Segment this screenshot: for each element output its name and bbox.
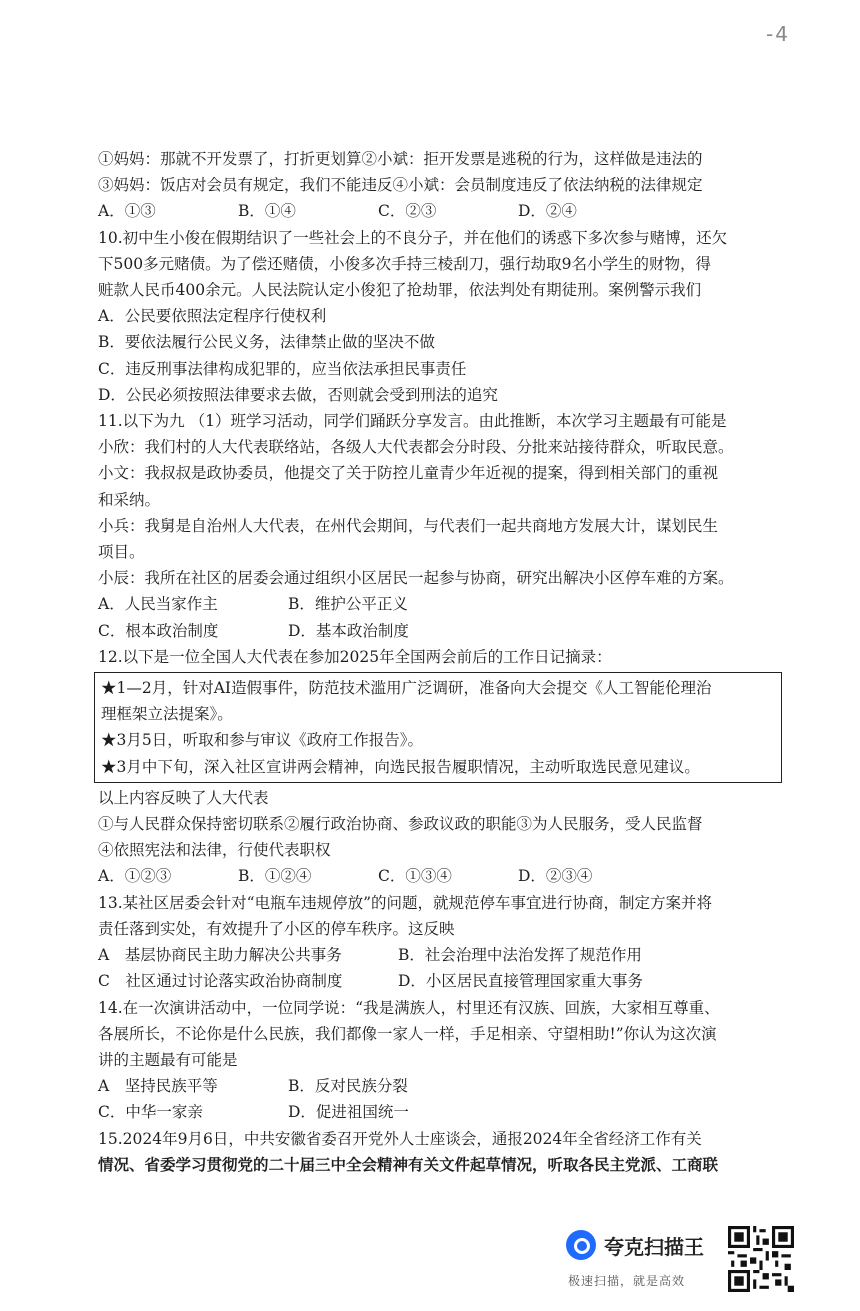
q11-options-row <box>98 618 778 644</box>
option-d: D．小区居民直接管理国家重大事务 <box>398 972 643 991</box>
option-a: A．①③ <box>98 202 156 221</box>
qr-code-icon <box>728 1226 794 1292</box>
q11-statement: 小欣：我们村的人大代表联络站，各级人大代表都会分时段、分批来站接待群众，听取民意。 <box>98 438 734 457</box>
option-a: A 基层协商民主助力解决公共事务 <box>98 946 342 965</box>
q13-options-row <box>98 942 778 968</box>
q11-stem: 11.以下为九 （1）班学习活动，同学们踊跃分享发言。由此推断，本次学习主题最有可能是 <box>98 412 727 431</box>
corner-mark: -4 <box>766 22 790 46</box>
option-b: B．①④ <box>238 202 296 221</box>
diary-entry: ★3月中下旬，深入社区宣讲两会精神，向选民报告履职情况，主动听取选民意见建议。 <box>101 757 700 776</box>
q12-diary-box <box>94 672 782 783</box>
option-d: D．促进祖国统一 <box>288 1103 409 1122</box>
q12-statement: ①与人民群众保持密切联系②履行政治协商、参政议政的职能③为人民服务，受人民监督 <box>98 815 703 834</box>
option-c: C．中华一家亲 <box>98 1103 203 1122</box>
q11-statement: 小辰：我所在社区的居委会通过组织小区居民一起参与协商，研究出解决小区停车难的方案。 <box>98 569 734 588</box>
q9-options <box>98 198 778 224</box>
q11-statement: 小文：我叔叔是政协委员，他提交了关于防控儿童青少年近视的提案，得到相关部门的重视 <box>98 464 719 483</box>
q11-statement: 小兵：我舅是自治州人大代表，在州代会期间，与代表们一起共商地方发展大计，谋划民生 <box>98 516 719 535</box>
q11-options-row <box>98 591 778 617</box>
brand-name: 夸克扫描王 <box>604 1234 704 1259</box>
option-a: A 坚持民族平等 <box>98 1077 218 1096</box>
q14-stem: 14.在一次演讲活动中，一位同学说：“我是满族人，村里还有汉族、回族，大家相互尊重、 <box>98 998 720 1017</box>
q10-option-b: B．要依法履行公民义务，法律禁止做的坚决不做 <box>98 333 435 352</box>
option-c: C．②③ <box>378 202 437 221</box>
q12-options <box>98 863 778 889</box>
diary-entry: 理框架立法提案》。 <box>101 705 233 724</box>
q12-statement: ④依照宪法和法律，行使代表职权 <box>98 841 331 860</box>
option-a: A．①②③ <box>98 867 172 886</box>
q14-options-row <box>98 1073 778 1099</box>
brand-slogan: 极速扫描，就是高效 <box>568 1274 686 1288</box>
q14-stem: 讲的主题最有可能是 <box>98 1050 238 1069</box>
q11-statement: 项目。 <box>98 543 145 562</box>
option-c: C．根本政治制度 <box>98 621 219 640</box>
option-d: D．②③④ <box>518 867 593 886</box>
question-content <box>98 146 778 1178</box>
q13-stem: 13.某社区居委会针对“电瓶车违规停放”的问题，就规范停车事宜进行协商，制定方案并将 <box>98 893 713 912</box>
q9-statement-line: ①妈妈：那就不开发票了，打折更划算②小斌：拒开发票是逃税的行为，这样做是违法的 <box>98 150 703 168</box>
q15-stem: 情况、省委学习贯彻党的二十届三中全会精神有关文件起草情况，听取各民主党派、工商联 <box>98 1154 719 1174</box>
q10-option-c: C．违反刑事法律构成犯罪的，应当依法承担民事责任 <box>98 359 467 378</box>
diary-entry: ★3月5日，听取和参与审议《政府工作报告》。 <box>101 731 423 750</box>
option-c: C．①③④ <box>378 867 452 886</box>
q11-statement: 和采纳。 <box>98 490 161 509</box>
q9-statement-line: ③妈妈：饭店对会员有规定，我们不能违反④小斌：会员制度违反了依法纳税的法律规定 <box>98 176 703 195</box>
diary-entry: ★1—2月，针对AI造假事件，防范技术滥用广泛调研，准备向大会提交《人工智能伦理治 <box>101 679 712 698</box>
q14-options-row <box>98 1099 778 1125</box>
q10-option-d: D．公民必须按照法律要求去做，否则就会受到刑法的追究 <box>98 385 498 404</box>
option-a: A．人民当家作主 <box>98 595 218 614</box>
q10-stem: 赃款人民币400余元。人民法院认定小俊犯了抢劫罪，依法判处有期徒刑。案例警示我们 <box>98 281 702 300</box>
option-b: B．①②④ <box>238 867 312 886</box>
option-b: B．社会治理中法治发挥了规范作用 <box>398 946 642 965</box>
q12-after: 以上内容反映了人大代表 <box>98 788 269 807</box>
q13-options-row <box>98 968 778 994</box>
q10-option-a: A．公民要依照法定程序行使权利 <box>98 307 327 326</box>
q14-stem: 各展所长，不论你是什么民族，我们都像一家人一样，手足相亲、守望相助!”你认为这次演 <box>98 1024 717 1043</box>
q15-stem: 15.2024年9月6日，中共安徽省委召开党外人士座谈会，通报2024年全省经济工作有关 <box>98 1129 702 1148</box>
option-c: C 社区通过讨论落实政治协商制度 <box>98 972 343 991</box>
quark-logo-icon <box>566 1230 596 1260</box>
q10-stem: 10.初中生小俊在假期结识了一些社会上的不良分子，并在他们的诱惑下多次参与赌博，还欠 <box>98 228 728 247</box>
option-d: D．基本政治制度 <box>288 621 409 640</box>
option-b: B．反对民族分裂 <box>288 1077 408 1096</box>
q12-stem: 12.以下是一位全国人大代表在参加2025年全国两会前后的工作日记摘录： <box>98 647 612 666</box>
option-d: D．②④ <box>518 202 577 221</box>
brand <box>566 1230 704 1260</box>
q13-stem: 责任落到实处，有效提升了小区的停车秩序。这反映 <box>98 919 455 938</box>
option-b: B．维护公平正义 <box>288 595 408 614</box>
q10-stem: 下500多元赌债。为了偿还赌债，小俊多次手持三棱刮刀，强行劫取9名小学生的财物，得 <box>98 254 711 273</box>
scanner-watermark <box>566 1226 806 1296</box>
